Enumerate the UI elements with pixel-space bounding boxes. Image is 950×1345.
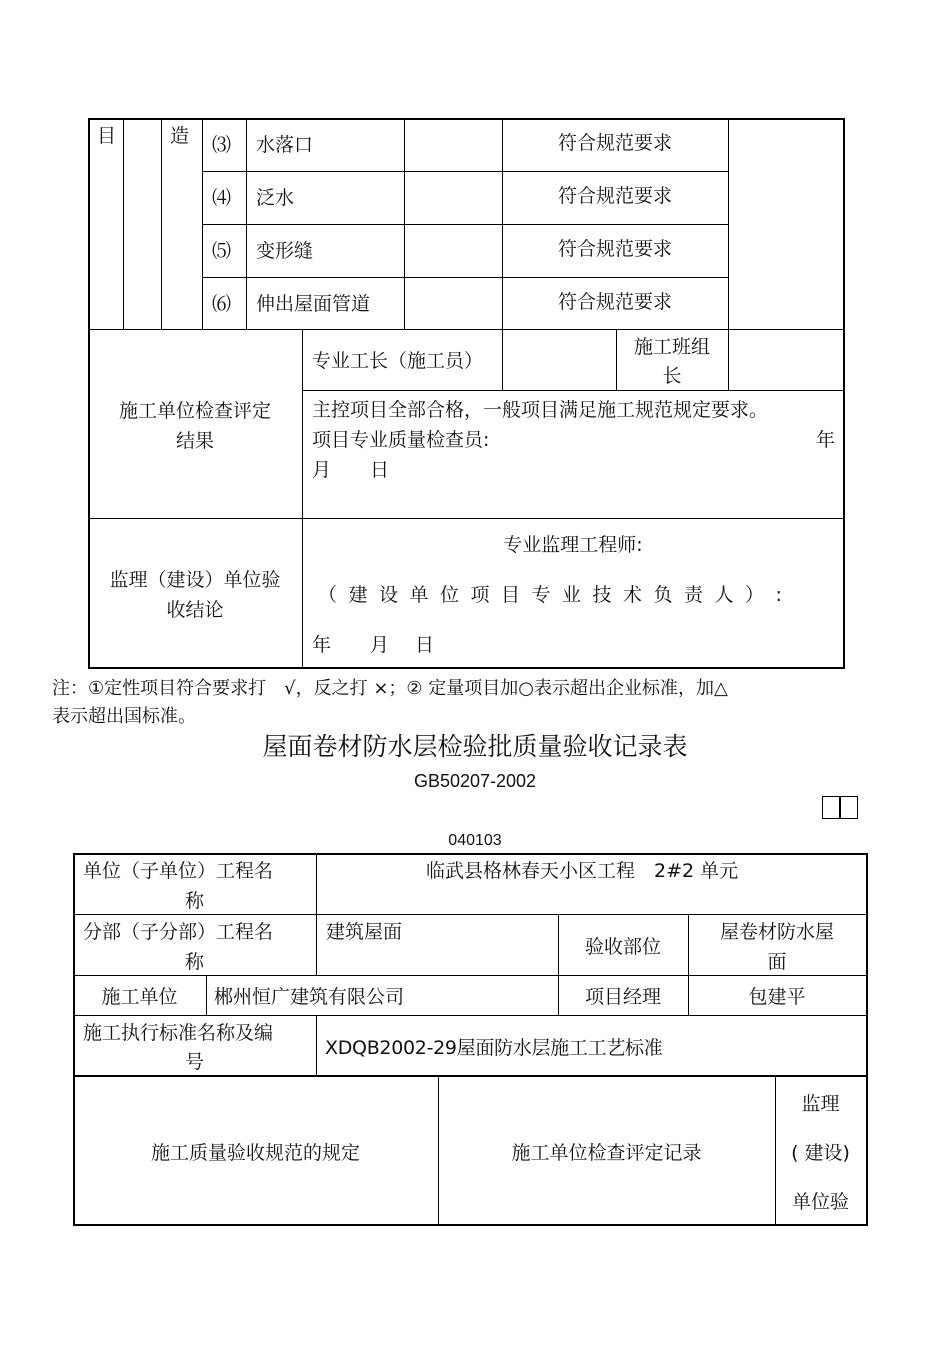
unit-name-label-line1: 单位（子单位）工程名 [83, 860, 274, 882]
quality-inspector-label: 项目专业质量检查员: [312, 429, 490, 451]
division-name-value: 建筑屋面 [326, 921, 403, 943]
check-year-label: 年 [816, 429, 836, 451]
code-box-1[interactable] [822, 796, 840, 819]
supervise-engineer-label: 专业监理工程师: [503, 534, 643, 556]
unit-name-label-line2: 称 [184, 890, 204, 912]
team-leader-label-line1: 施工班组 [633, 336, 710, 358]
col-label-zao: 造 [170, 125, 190, 147]
supervise-month-label: 月 [370, 634, 390, 656]
row-6-result: 符合规范要求 [557, 291, 672, 313]
check-month-label: 月 [312, 459, 332, 481]
supervise-header-line2: ( 建设) [791, 1142, 850, 1164]
row-6-item: 伸出屋面管道 [256, 293, 371, 315]
table-border-bottom [88, 667, 845, 669]
row-4-item: 泛水 [256, 187, 295, 209]
foreman-label: 专业工长（施工员） [312, 350, 484, 372]
division-name-label-line2: 称 [184, 951, 204, 973]
note-line2: 表示超出国标准。 [52, 706, 196, 727]
row-6-number: ⑹ [212, 293, 232, 315]
check-result-label-line2: 结果 [175, 430, 214, 452]
supervise-day-label: 日 [415, 634, 435, 656]
supervise-label-line2: 收结论 [166, 599, 224, 621]
exec-standard-label-line1: 施工执行标准名称及编 [83, 1022, 274, 1044]
supervise-label-line1: 监理（建设）单位验 [109, 569, 281, 591]
acceptance-part-label: 验收部位 [584, 936, 661, 958]
note-line1: 注：①定性项目符合要求打 √，反之打 ×；② 定量项目加○表示超出企业标准，加△ [52, 678, 728, 699]
standard-code: GB50207-2002 [413, 771, 537, 791]
supervise-header-line1: 监理 [801, 1093, 840, 1115]
supervise-owner-label: （建设单位项目专业技术负责人）: [318, 584, 794, 606]
col-label-mu: 目 [97, 125, 117, 147]
form-code: 040103 [448, 832, 502, 849]
contractor-record-header: 施工单位检查评定记录 [511, 1142, 702, 1164]
row-5-result: 符合规范要求 [557, 238, 672, 260]
row-3-result: 符合规范要求 [557, 132, 672, 154]
row-4-result: 符合规范要求 [557, 185, 672, 207]
check-result-label-line1: 施工单位检查评定 [118, 400, 271, 422]
exec-standard-value: XDQB2002-29屋面防水层施工工艺标准 [325, 1037, 663, 1059]
check-conclusion-text: 主控项目全部合格，一般项目满足施工规范规定要求。 [312, 399, 769, 421]
supervise-header-line3: 单位验 [791, 1191, 849, 1213]
row-5-item: 变形缝 [256, 240, 314, 262]
contractor-value: 郴州恒广建筑有限公司 [214, 986, 405, 1008]
project-manager-label: 项目经理 [584, 986, 661, 1008]
exec-standard-label-line2: 号 [184, 1051, 204, 1073]
spec-requirements-header: 施工质量验收规范的规定 [150, 1142, 360, 1164]
row-3-item: 水落口 [256, 134, 314, 156]
contractor-label: 施工单位 [101, 986, 178, 1008]
project-manager-value: 包建平 [748, 986, 806, 1008]
check-day-label: 日 [370, 459, 390, 481]
division-name-label-line1: 分部（子分部）工程名 [83, 921, 274, 943]
code-box-2[interactable] [840, 796, 858, 819]
unit-name-value: 临武县格林春天小区工程 2#2 单元 [426, 860, 739, 882]
row-3-number: ⑶ [212, 134, 232, 156]
supervise-year-label: 年 [312, 634, 332, 656]
team-leader-label-line2: 长 [662, 365, 682, 387]
row-4-number: ⑷ [212, 187, 232, 209]
acceptance-part-value-line1: 屋卷材防水屋 [719, 921, 834, 943]
row-5-number: ⑸ [212, 240, 232, 262]
acceptance-part-value-line2: 面 [767, 951, 787, 973]
table-border-right [843, 118, 845, 669]
form-title: 屋面卷材防水层检验批质量验收记录表 [262, 732, 688, 761]
